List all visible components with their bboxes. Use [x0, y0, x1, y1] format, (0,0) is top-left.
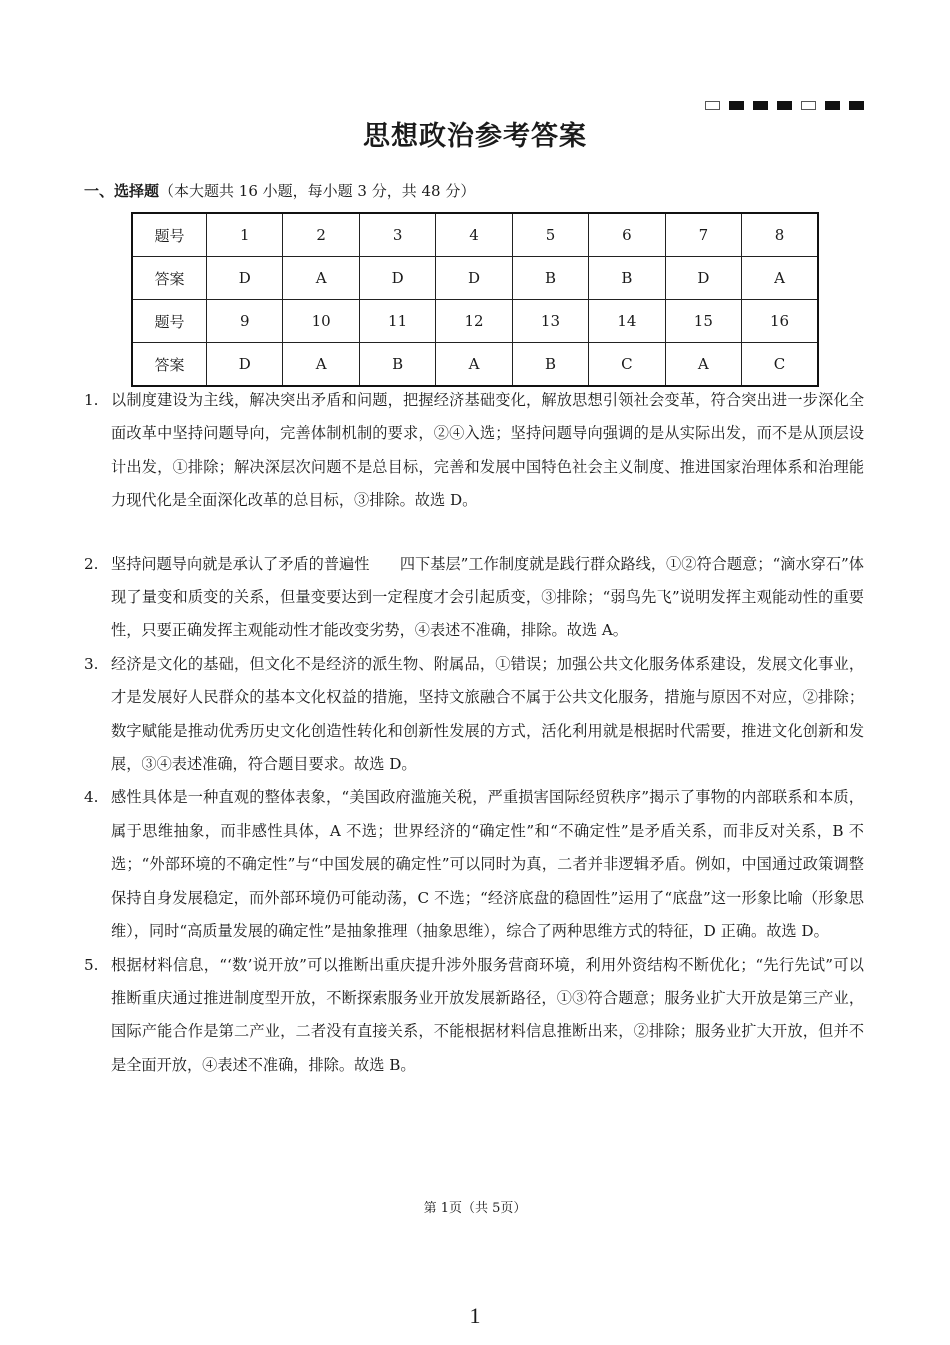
table-cell: 10 [283, 300, 359, 343]
header-mark [705, 101, 720, 110]
header-mark [777, 101, 792, 110]
question-number: 2. [84, 554, 99, 573]
row-label: 题号 [132, 300, 207, 343]
table-cell: B [512, 257, 588, 300]
question-number: 1. [84, 391, 99, 409]
table-cell: B [589, 257, 665, 300]
page-number: 1 [469, 1303, 481, 1328]
explanation-text: 以制度建设为主线，解决突出矛盾和问题，把握经济基础变化，解放思想引领社会变革，符合突出进一步深化全面改革中坚持问题导向，完善体制机制的要求，②④入选；坚持问题导向强调的是从实际出发，而不是从顶层设计出发，①排除；解决深层次问题不是总目标，完善和发展中国特色社会主义制度、推进国家治理体系和治理能力现代化是全面深化改革的总目标，③排除。故选 D。 [111, 391, 864, 510]
table-cell: C [589, 343, 665, 387]
row-label: 题号 [132, 213, 207, 257]
answer-table-row [132, 300, 818, 343]
question-number: 3. [84, 654, 99, 673]
table-cell: A [283, 257, 359, 300]
table-cell: 5 [512, 213, 588, 257]
table-cell: A [665, 343, 741, 387]
section-note: （本大题共 16 小题，每小题 3 分，共 48 分） [159, 182, 476, 200]
table-cell: D [359, 257, 435, 300]
header-mark [729, 101, 744, 110]
table-cell: D [207, 257, 283, 300]
explanations [84, 384, 864, 1082]
answer-table-row [132, 213, 818, 257]
table-cell: D [436, 257, 512, 300]
table-cell: 15 [665, 300, 741, 343]
section-label: 一、选择题 [84, 182, 160, 200]
explanation-text: 坚持问题导向就是承认了矛盾的普遍性 四下基层”工作制度就是践行群众路线，①②符合题意；“滴水穿石”体现了量变和质变的关系，但量变要达到一定程度才会引起质变，③排除；“弱鸟先飞”说明发挥主观能动性的重要性，只要正确发挥主观能动性才能改变劣势，④表述不准确，排除。故选 A。 [111, 554, 864, 640]
question-number: 4. [84, 788, 99, 807]
explanation-item [84, 384, 864, 518]
table-cell: 7 [665, 213, 741, 257]
header-marks [705, 101, 864, 110]
row-label: 答案 [132, 343, 207, 387]
table-cell: 8 [742, 213, 818, 257]
table-cell: 12 [436, 300, 512, 343]
table-cell: 9 [207, 300, 283, 343]
table-cell: 4 [436, 213, 512, 257]
table-cell: B [512, 343, 588, 387]
answer-table-row [132, 257, 818, 300]
explanation-item [84, 548, 864, 648]
question-number: 5. [84, 955, 99, 974]
explanation-text: 感性具体是一种直观的整体表象，“美国政府滥施关税，严重损害国际经贸秩序”揭示了事物的内部联系和本质，属于思维抽象，而非感性具体，A 不选；世界经济的“确定性”和“不确定性”是矛盾关系，而非反对关系，B 不选；“外部环境的不确定性”与“中国发展的确定性”可以同时为真，二者并非逻辑矛盾。例如，中国通过政策调整保持自身发展稳定，而外部环境仍可能动荡，C 不选；“经济底盘的稳固性”运用了“底盘”这一形象比喻（形象思维），同时“高质量发展的确定性”是抽象推理（抽象思维），综合了两种思维方式的特征，D 正确。故选 D。 [111, 788, 864, 941]
table-cell: D [207, 343, 283, 387]
table-cell: 3 [359, 213, 435, 257]
table-cell: 1 [207, 213, 283, 257]
table-cell: C [742, 343, 818, 387]
row-label: 答案 [132, 257, 207, 300]
table-cell: 6 [589, 213, 665, 257]
explanation-item [84, 781, 864, 948]
header-mark [801, 101, 816, 110]
header-mark [849, 101, 864, 110]
page-title: 思想政治参考答案 [363, 121, 587, 152]
table-cell: A [742, 257, 818, 300]
table-cell: 11 [359, 300, 435, 343]
header-mark [825, 101, 840, 110]
table-cell: 16 [742, 300, 818, 343]
page-footer: 第 1页（共 5页） [423, 1201, 527, 1216]
answer-table [131, 212, 819, 387]
explanation-text: 经济是文化的基础，但文化不是经济的派生物、附属品，①错误；加强公共文化服务体系建设，发展文化事业，才是发展好人民群众的基本文化权益的措施，坚持文旅融合不属于公共文化服务，措施与原因不对应，②排除；数字赋能是推动优秀历史文化创造性转化和创新性发展的方式，活化利用就是根据时代需要，推进文化创新和发展，③④表述准确，符合题目要求。故选 D。 [111, 654, 864, 774]
explanation-item [84, 648, 864, 782]
table-cell: 13 [512, 300, 588, 343]
section-heading [84, 180, 475, 201]
table-cell: 2 [283, 213, 359, 257]
table-cell: 14 [589, 300, 665, 343]
table-cell: D [665, 257, 741, 300]
answer-table-row [132, 343, 818, 387]
table-cell: A [283, 343, 359, 387]
explanation-item [84, 949, 864, 1083]
explanation-text: 根据材料信息，“‘数’说开放”可以推断出重庆提升涉外服务营商环境，利用外资结构不断优化；“先行先试”可以推断重庆通过推进制度型开放，不断探索服务业开放发展新路径，①③符合题意；服务业扩大开放是第三产业，国际产能合作是第二产业，二者没有直接关系，不能根据材料信息推断出来，②排除；服务业扩大开放，但并不是全面开放，④表述不准确，排除。故选 B。 [111, 955, 864, 1074]
table-cell: A [436, 343, 512, 387]
table-cell: B [359, 343, 435, 387]
header-mark [753, 101, 768, 110]
